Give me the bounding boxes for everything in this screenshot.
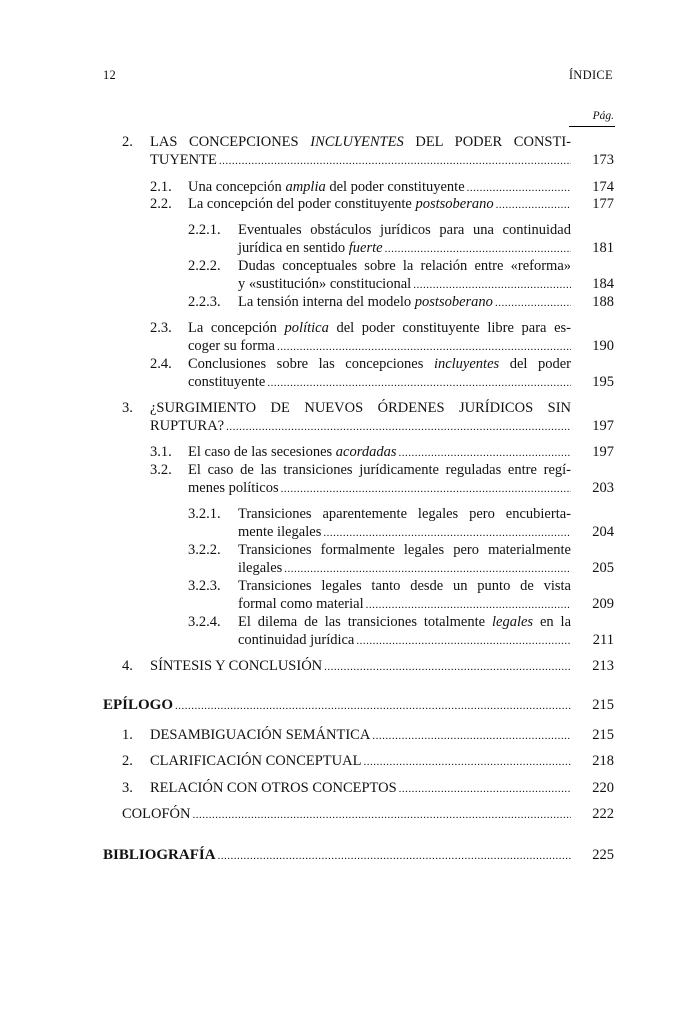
entry-title-line: constituyente ..... bbox=[188, 373, 571, 392]
entry-title-line: menes políticos ..... bbox=[188, 479, 571, 498]
entry-page: 218 bbox=[592, 753, 614, 769]
running-title: ÍNDICE bbox=[568, 68, 613, 82]
entry-title-line: coger su forma ..... bbox=[188, 337, 571, 356]
entry-page: 225 bbox=[592, 847, 614, 863]
entry-title-line: y «sustitución» constitucional ..... bbox=[238, 275, 571, 294]
entry-number: 4. bbox=[122, 658, 133, 674]
entry-number: 3.2.4. bbox=[188, 614, 221, 630]
entry-title-line: ¿SURGIMIENTO DE NUEVOS ÓRDENES JURÍDICOS SIN bbox=[150, 400, 571, 416]
entry-number: 2.2.2. bbox=[188, 258, 221, 274]
entry-number: 3.2.3. bbox=[188, 578, 221, 594]
entry-number: 2.3. bbox=[150, 320, 172, 336]
entry-number: 2.2.3. bbox=[188, 294, 221, 310]
entry-title-line: Transiciones aparentemente legales pero encubierta- bbox=[238, 506, 571, 522]
entry-title-line: formal como material ..... bbox=[238, 595, 571, 614]
entry-title-line: EPÍLOGO ..... bbox=[103, 696, 571, 715]
entry-number: 3.2.1. bbox=[188, 506, 221, 522]
pag-column-label: Pág. bbox=[592, 110, 614, 122]
entry-page: 215 bbox=[592, 727, 614, 743]
entry-number: 2.4. bbox=[150, 356, 172, 372]
entry-page: 211 bbox=[592, 632, 614, 648]
entry-title-line: Transiciones formalmente legales pero materialmente bbox=[238, 542, 571, 558]
entry-title-line: El caso de las transiciones jurídicamente reguladas entre regí- bbox=[188, 462, 571, 478]
entry-page: 222 bbox=[592, 806, 614, 822]
entry-number: 3. bbox=[122, 400, 133, 416]
entry-title-line: jurídica en sentido fuerte ..... bbox=[238, 239, 571, 258]
entry-number: 2.2.1. bbox=[188, 222, 221, 238]
entry-page: 197 bbox=[592, 418, 614, 434]
entry-title-line: CLARIFICACIÓN CONCEPTUAL ..... bbox=[150, 752, 571, 771]
entry-page: 209 bbox=[592, 596, 614, 612]
entry-title-line: BIBLIOGRAFÍA ..... bbox=[103, 846, 571, 865]
entry-title-line: TUYENTE ..... bbox=[150, 151, 571, 170]
entry-title-line: COLOFÓN ..... bbox=[122, 805, 571, 824]
entry-title-line: LAS CONCEPCIONES INCLUYENTES DEL PODER CONSTI- bbox=[150, 134, 571, 150]
entry-title-line: RELACIÓN CON OTROS CONCEPTOS ..... bbox=[150, 779, 571, 798]
entry-page: 188 bbox=[592, 294, 614, 310]
entry-page: 190 bbox=[592, 338, 614, 354]
entry-title-line: El caso de las secesiones acordadas ..... bbox=[188, 443, 571, 462]
entry-page: 213 bbox=[592, 658, 614, 674]
entry-page: 173 bbox=[592, 152, 614, 168]
entry-title-line: ilegales ..... bbox=[238, 559, 571, 578]
entry-number: 3.2. bbox=[150, 462, 172, 478]
pag-rule bbox=[569, 126, 615, 127]
entry-page: 174 bbox=[592, 179, 614, 195]
entry-title-line: El dilema de las transiciones totalmente legales en la bbox=[238, 614, 572, 630]
entry-page: 181 bbox=[592, 240, 614, 256]
entry-number: 2.1. bbox=[150, 179, 172, 195]
entry-page: 195 bbox=[592, 374, 614, 390]
entry-number: 1. bbox=[122, 727, 133, 743]
entry-page: 203 bbox=[592, 480, 614, 496]
entry-title-line: Eventuales obstáculos jurídicos para una continuidad bbox=[238, 222, 571, 238]
entry-title-line: DESAMBIGUACIÓN SEMÁNTICA ..... bbox=[150, 726, 571, 745]
entry-page: 220 bbox=[592, 780, 614, 796]
entry-page: 177 bbox=[592, 196, 614, 212]
entry-page: 205 bbox=[592, 560, 614, 576]
entry-title-line: SÍNTESIS Y CONCLUSIÓN ..... bbox=[150, 657, 571, 676]
entry-number: 2. bbox=[122, 753, 133, 769]
entry-number: 2. bbox=[122, 134, 133, 150]
entry-number: 3. bbox=[122, 780, 133, 796]
entry-page: 197 bbox=[592, 444, 614, 460]
page-number-header: 12 bbox=[103, 68, 117, 82]
entry-number: 2.2. bbox=[150, 196, 172, 212]
entry-page: 184 bbox=[592, 276, 614, 292]
entry-title-line: RUPTURA? ..... bbox=[150, 417, 571, 436]
entry-number: 3.2.2. bbox=[188, 542, 221, 558]
entry-title-line: Transiciones legales tanto desde un punto de vista bbox=[238, 578, 571, 594]
entry-title-line: continuidad jurídica ..... bbox=[238, 631, 571, 650]
entry-title-line: mente ilegales ..... bbox=[238, 523, 571, 542]
entry-title-line: Dudas conceptuales sobre la relación entre «reforma» bbox=[238, 258, 571, 274]
entry-title-line: La concepción del poder constituyente postsoberano ..... bbox=[188, 195, 571, 214]
entry-title-line: La tensión interna del modelo postsoberano ..... bbox=[238, 293, 571, 312]
entry-title-line: La concepción política del poder constituyente libre para es- bbox=[188, 320, 571, 336]
entry-number: 3.1. bbox=[150, 444, 172, 460]
entry-title-line: Conclusiones sobre las concepciones incluyentes del poder bbox=[188, 356, 571, 372]
entry-title-line: Una concepción amplia del poder constituyente ..... bbox=[188, 178, 571, 197]
entry-page: 204 bbox=[592, 524, 614, 540]
entry-page: 215 bbox=[592, 697, 614, 713]
